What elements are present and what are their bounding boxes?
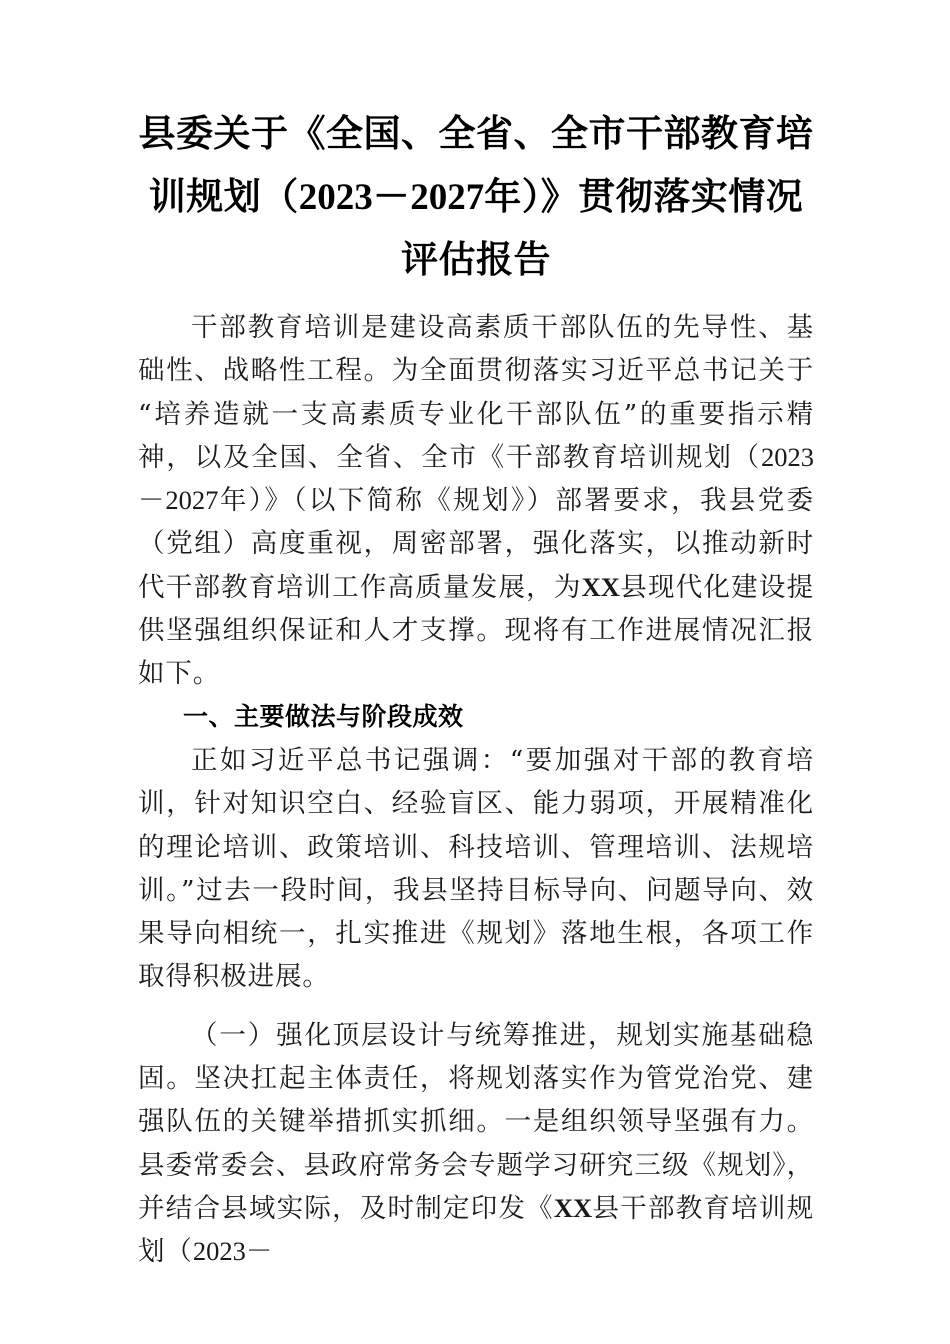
title-year-number: 2023 [298, 177, 373, 218]
document-body [138, 0, 814, 1274]
section-heading-1: 一、主要做法与阶段成效 [183, 702, 464, 731]
title-line-2: 训规划（2023－2027年）》贯彻落实情况 [148, 177, 804, 218]
title-year-number: 2027 [410, 177, 485, 218]
year-number: 2023 [192, 1236, 246, 1267]
title-line-1: 县委关于《全国、全省、全市干部教育培 [138, 114, 814, 155]
year-number: 2027 [165, 485, 219, 516]
quote-paragraph: 正如习近平总书记强调：“要加强对干部的教育培训，针对知识空白、经验盲区、能力弱项，开展精准化的理论培训、政策培训、科技培训、管理培训、法规培训。”过去一段时间，我县坚持目标导向、问题导向、效果导向相统一，扎实推进《规划》落地生根，各项工作取得积极进展。 [138, 744, 814, 993]
title-line-3: 评估报告 [401, 240, 551, 281]
placeholder-county-name: XX [581, 571, 620, 602]
year-number: 2023 [761, 441, 814, 472]
intro-paragraph: 干部教育培训是建设高素质干部队伍的先导性、基础性、战略性工程。为全面贯彻落实习近平总书记关于“培养造就一支高素质专业化干部队伍”的重要指示精神，以及全国、全省、全市《干部教育培训规划（2023－2027年）》（以下简称《规划》）部署要求，我县党委（党组）高度重视，周密部署，强化落实，以推动新时代干部教育培训工作高质量发展，为XX县现代化建设提供坚强组织保证和人才支撑。现将有工作进展情况汇报如下。 [138, 312, 814, 690]
document-title [138, 0, 814, 292]
subsection-paragraph-1: （一）强化顶层设计与统筹推进，规划实施基础稳固。坚决扛起主体责任，将规划落实作为管党治党、建强队伍的关键举措抓实抓细。一是组织领导坚强有力。县委常委会、县政府常务会专题学习研究三级《规划》，并结合县域实际，及时制定印发《XX县干部教育培训规划（2023－ [138, 1019, 815, 1268]
placeholder-county-name: XX [553, 1192, 593, 1223]
